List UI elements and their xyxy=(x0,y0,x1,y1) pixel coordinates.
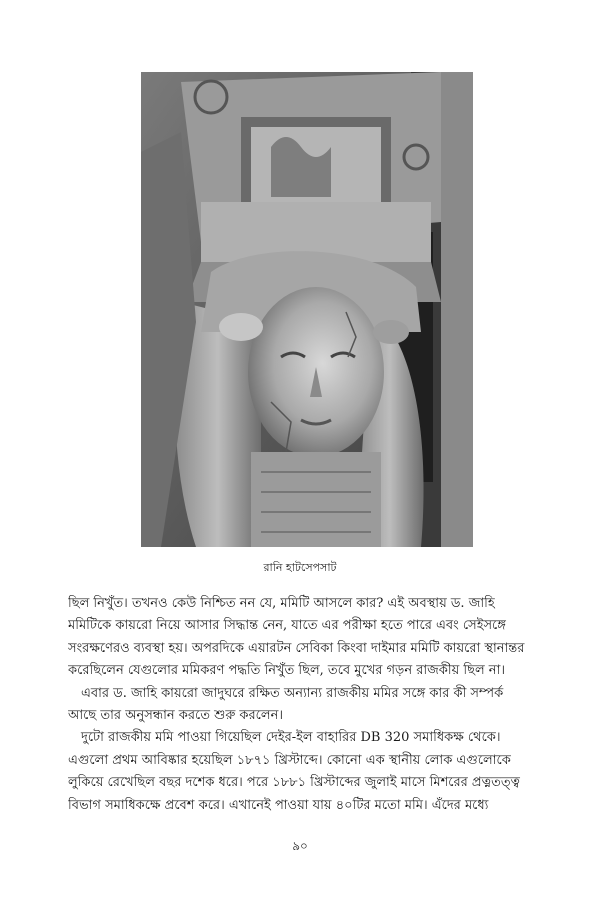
text-line: বিভাগ সমাধিকক্ষে প্রবেশ করে। এখানেই পাওয়া যায় ৪০টির মতো মমি। এঁদের মধ্যে xyxy=(68,797,489,813)
text-line: এগুলো প্রথম আবিষ্কার হয়েছিল ১৮৭১ খ্রিস্টাব্দে। কোনো এক স্থানীয় লোক এগুলোকে xyxy=(68,752,511,768)
hatshepsut-statue-photo xyxy=(141,72,473,547)
page-number: ৯০ xyxy=(292,839,308,853)
text-line: দুটো রাজকীয় মমি পাওয়া গিয়েছিল দেইর-ইল বাহারির DB 320 সমাধিকক্ষ থেকে। xyxy=(81,730,501,746)
text-line: লুকিয়ে রেখেছিল বছর দশেক ধরে। পরে ১৮৮১ খ্রিস্টাব্দের জুলাই মাসে মিশরের প্রত্নতত্ত্ব xyxy=(68,775,520,791)
body-text xyxy=(68,593,530,817)
text-line: সংরক্ষণেরও ব্যবস্থা হয়। অপরদিকে এয়ারটন সেবিকা কিংবা দাইমার মমিটি কায়রো স্থানান্তর xyxy=(68,640,525,656)
paragraph-1 xyxy=(68,593,530,683)
text-line: এবার ড. জাহি কায়রো জাদুঘরে রক্ষিত অন্যান্য রাজকীয় মমির সঙ্গে কার কী সম্পর্ক xyxy=(81,685,504,701)
text-line: করেছিলেন যেগুলোর মমিকরণ পদ্ধতি নিখুঁত ছিল, তবে মুখের গড়ন রাজকীয় ছিল না। xyxy=(68,663,505,679)
figure-caption: রানি হাটসেপসাট xyxy=(263,561,337,574)
paragraph-2 xyxy=(68,683,530,728)
text-line: ছিল নিখুঁত। তখনও কেউ নিশ্চিত নন যে, মমিটি আসলে কার? এই অবস্থায় ড. জাহি xyxy=(68,596,495,611)
text-line: মমিটিকে কায়রো নিয়ে আসার সিদ্ধান্ত নেন, যাতে এর পরীক্ষা হতে পারে এবং সেইসঙ্গে xyxy=(68,618,506,634)
paragraph-3 xyxy=(68,727,530,817)
text-line: আছে তার অনুসন্ধান করতে শুরু করলেন। xyxy=(68,708,283,724)
statue-illustration xyxy=(141,72,473,547)
